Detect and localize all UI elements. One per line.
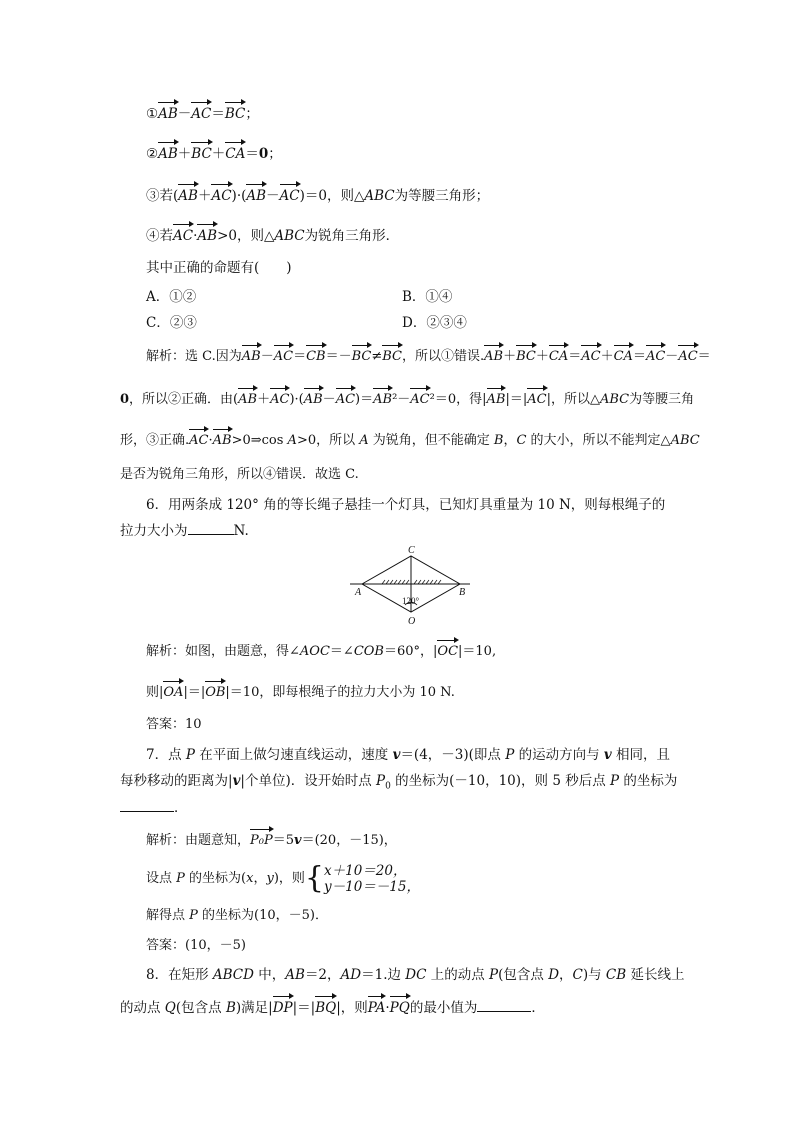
triangle-name: ABC bbox=[670, 433, 700, 448]
subscript: 0 bbox=[385, 781, 391, 792]
variable: P bbox=[489, 967, 499, 983]
left-brace: { bbox=[304, 860, 324, 896]
segment: DC bbox=[405, 967, 427, 983]
zero-vector: 0 bbox=[258, 146, 269, 162]
variable: D bbox=[548, 967, 560, 983]
variable: A bbox=[359, 433, 369, 448]
answer-blank[interactable] bbox=[477, 999, 531, 1012]
variable: B bbox=[493, 433, 504, 448]
text: 上的动点 bbox=[426, 967, 490, 983]
text: ＝∠ bbox=[329, 644, 354, 659]
text: ，所以②正确．由( bbox=[129, 392, 239, 407]
solution-7-line-3 bbox=[146, 906, 328, 926]
rectangle-name: ABCD bbox=[212, 967, 254, 983]
operator: ＋ bbox=[535, 349, 549, 364]
punct: ． bbox=[174, 800, 188, 816]
text: )＝0，则△ bbox=[299, 188, 365, 204]
option-d: D．②③④ bbox=[402, 315, 467, 331]
text: 的最小值为 bbox=[409, 1000, 478, 1016]
vector-bc: BC bbox=[191, 146, 212, 162]
operator: ＝ bbox=[211, 106, 225, 122]
text: ＝(4，－3)(即点 bbox=[400, 747, 506, 763]
variable: v bbox=[603, 747, 612, 763]
vector-ob: OB bbox=[205, 683, 225, 703]
text: 的坐标为(－10，10)，则 5 秒后点 bbox=[390, 773, 611, 789]
proposition-1 bbox=[146, 104, 259, 124]
question-7-line-2 bbox=[120, 771, 677, 797]
vector-ab: AB bbox=[158, 106, 178, 122]
solution-5-line-2 bbox=[120, 390, 694, 410]
operator: ＋ bbox=[197, 188, 212, 204]
variable: v bbox=[294, 833, 302, 848]
operator: － bbox=[665, 349, 679, 364]
variable: v bbox=[392, 747, 401, 763]
vector-ab: AB bbox=[158, 146, 178, 162]
operator: － bbox=[266, 188, 280, 204]
vector: AB bbox=[373, 390, 392, 410]
question-7-line-3 bbox=[120, 798, 188, 818]
text: ²＝0，得| bbox=[429, 392, 487, 407]
vector-oc: OC bbox=[437, 642, 458, 662]
question-7-line-1 bbox=[146, 745, 670, 765]
text: 每秒移动的距离为| bbox=[120, 773, 233, 789]
operator: ＝ bbox=[293, 349, 307, 364]
operator: ＋ bbox=[257, 392, 271, 407]
text: 的动点 bbox=[120, 1000, 165, 1016]
vector: BC bbox=[352, 347, 372, 367]
label-a: A bbox=[355, 587, 362, 598]
vector-bc: BC bbox=[224, 106, 246, 122]
text: 的坐标为(10，－5)． bbox=[197, 908, 328, 923]
text: 则| bbox=[146, 685, 164, 700]
operator: ＋ bbox=[503, 349, 517, 364]
text: >0，则△ bbox=[217, 228, 275, 244]
operator: ＝－ bbox=[325, 349, 352, 364]
vector: AC bbox=[646, 347, 665, 367]
operator: )＝ bbox=[355, 392, 374, 407]
operator: ＝ bbox=[632, 349, 646, 364]
operator: ≠ bbox=[371, 349, 383, 364]
text: ＝2， bbox=[304, 967, 341, 983]
label-c: C bbox=[408, 545, 415, 556]
vector: AC bbox=[189, 431, 208, 451]
text: |＝| bbox=[292, 1000, 316, 1016]
punct: ； bbox=[245, 106, 259, 122]
vector: AC bbox=[410, 390, 429, 410]
label-b: B bbox=[459, 587, 466, 598]
proposition-4 bbox=[146, 226, 399, 246]
variable: B bbox=[225, 1000, 236, 1016]
text: ， bbox=[503, 433, 517, 448]
operator: ＋ bbox=[600, 349, 614, 364]
text: 中， bbox=[253, 967, 286, 983]
text: 延长线上 bbox=[626, 967, 685, 983]
variable: P bbox=[610, 773, 620, 789]
text: |，则 bbox=[336, 1000, 368, 1016]
force-diagram bbox=[348, 542, 478, 626]
text: 形，③正确. bbox=[120, 433, 190, 448]
operator: · bbox=[385, 1000, 390, 1016]
vector-ca: CA bbox=[225, 146, 246, 162]
vector: AC bbox=[270, 390, 289, 410]
punct: ． bbox=[531, 1000, 545, 1016]
equation-1: x＋10＝20， bbox=[324, 862, 407, 879]
vector: CA bbox=[549, 347, 568, 367]
variable: Q bbox=[164, 1000, 176, 1016]
vector-ab: AB bbox=[178, 188, 198, 204]
operator: |＝| bbox=[505, 392, 528, 407]
operator: － bbox=[260, 349, 274, 364]
vector-ab: AB bbox=[197, 228, 218, 244]
vector: AB bbox=[487, 390, 506, 410]
operator: · bbox=[208, 433, 213, 448]
label-angle: 120° bbox=[402, 596, 420, 606]
punct: ； bbox=[268, 146, 282, 162]
angle-name: AOC bbox=[299, 644, 330, 659]
text: N. bbox=[233, 523, 249, 539]
text: 解得点 bbox=[146, 908, 190, 923]
prop-number: ② bbox=[146, 146, 159, 162]
operator: － bbox=[177, 106, 192, 122]
label-o: O bbox=[408, 616, 416, 626]
vector: AC bbox=[274, 347, 293, 367]
text: 的运动方向与 bbox=[514, 747, 604, 763]
text: >0⇒cos bbox=[231, 433, 288, 448]
equation-system bbox=[324, 863, 420, 895]
solution-7-line-2 bbox=[146, 862, 420, 896]
text: 拉力大小为 bbox=[120, 523, 188, 539]
text: 解析：由题意知， bbox=[146, 833, 251, 848]
text: 的坐标为( bbox=[184, 871, 247, 886]
operator: ＝ bbox=[245, 146, 259, 162]
answer-7: 答案：(10，－5) bbox=[146, 938, 246, 953]
angle-name: COB bbox=[353, 644, 384, 659]
vector: AB bbox=[213, 431, 232, 451]
answer-blank[interactable] bbox=[120, 799, 174, 812]
vector-bq: BQ bbox=[315, 1000, 337, 1016]
variable: x bbox=[246, 871, 254, 886]
option-a: A．①② bbox=[146, 289, 197, 305]
text: )满足| bbox=[235, 1000, 273, 1016]
question-5-stem: 其中正确的命题有( ) bbox=[146, 260, 292, 276]
text: |，所以△ bbox=[546, 392, 600, 407]
variable: P bbox=[176, 871, 185, 886]
vector: BC bbox=[382, 347, 402, 367]
vector-ac: AC bbox=[173, 228, 194, 244]
text: 解析：如图，由题意，得∠ bbox=[146, 644, 300, 659]
answer-6: 答案：10 bbox=[146, 717, 202, 732]
equation-2: y－10＝－15， bbox=[324, 878, 420, 895]
zero-vector: 0 bbox=[120, 392, 130, 407]
text: 相同，且 bbox=[611, 747, 671, 763]
text: 为等腰三角形； bbox=[394, 188, 490, 204]
operator: ＝ bbox=[697, 349, 711, 364]
text: 在平面上做匀速直线运动，速度 bbox=[194, 747, 393, 763]
text: ＝60°，| bbox=[383, 644, 438, 659]
text: 为锐角，但不能确定 bbox=[368, 433, 494, 448]
segment: CB bbox=[605, 967, 627, 983]
vector: AC bbox=[527, 390, 546, 410]
vector-oa: OA bbox=[163, 683, 183, 703]
solution-7-line-1 bbox=[146, 831, 397, 851]
answer-blank[interactable] bbox=[188, 522, 234, 535]
variable: A bbox=[287, 433, 297, 448]
segment: AD bbox=[340, 967, 362, 983]
proposition-2 bbox=[146, 144, 282, 164]
vector-dp: DP bbox=[272, 1000, 293, 1016]
text: 为锐角三角形． bbox=[304, 228, 400, 244]
option-c: C．②③ bbox=[146, 315, 197, 331]
vector: CB bbox=[306, 347, 326, 367]
text: 的坐标为 bbox=[619, 773, 678, 789]
text: 设点 bbox=[146, 871, 177, 886]
vector: AC bbox=[336, 390, 355, 410]
text: 8．在矩形 bbox=[146, 967, 213, 983]
triangle-name: ABC bbox=[364, 188, 395, 204]
text: ＝(20，－15)， bbox=[301, 833, 397, 848]
question-6-line-1: 6．用两条成 120° 角的等长绳子悬挂一个灯具，已知灯具重量为 10 N，则每根绳子的 bbox=[146, 497, 666, 513]
operator: · bbox=[193, 228, 198, 244]
vector: AC bbox=[581, 347, 600, 367]
text: )与 bbox=[582, 967, 606, 983]
variable: P bbox=[189, 908, 198, 923]
text: ③若( bbox=[146, 188, 179, 204]
question-8-line-1 bbox=[146, 965, 684, 985]
vector-ab: AB bbox=[246, 188, 267, 204]
vector-p0p: P₀P bbox=[250, 831, 273, 851]
text: 为等腰三角 bbox=[629, 392, 695, 407]
variable: P bbox=[505, 747, 515, 763]
vector: CA bbox=[614, 347, 633, 367]
text: (包含点 bbox=[175, 1000, 226, 1016]
variable: C bbox=[572, 967, 583, 983]
text: |＝10, bbox=[458, 644, 497, 659]
text: ， bbox=[253, 871, 267, 886]
text: ，所以①错误. bbox=[402, 349, 485, 364]
text: ＝1.边 bbox=[361, 967, 406, 983]
variable: P bbox=[376, 773, 386, 789]
text: |＝| bbox=[183, 685, 206, 700]
vector: AB bbox=[484, 347, 503, 367]
text: |个单位)．设开始时点 bbox=[240, 773, 377, 789]
text: |＝10，即每根绳子的拉力大小为 10 N. bbox=[225, 685, 455, 700]
vector: AB bbox=[238, 390, 257, 410]
operator: － bbox=[322, 392, 336, 407]
proposition-3 bbox=[146, 186, 489, 206]
solution-5-line-1 bbox=[146, 347, 711, 367]
operator: ²－ bbox=[392, 392, 411, 407]
triangle-name: ABC bbox=[274, 228, 305, 244]
text: ， bbox=[559, 967, 573, 983]
solution-6-line-2 bbox=[146, 683, 455, 703]
text: ④若 bbox=[146, 228, 173, 244]
option-b: B．①④ bbox=[402, 289, 453, 305]
vector-ac: AC bbox=[211, 188, 232, 204]
prop-number: ① bbox=[146, 106, 159, 122]
operator: )·( bbox=[231, 188, 247, 204]
question-6-line-2 bbox=[120, 521, 249, 541]
text: 解析：选 C.因为 bbox=[146, 349, 242, 364]
text: 的大小，所以不能判定△ bbox=[526, 433, 671, 448]
triangle-name: ABC bbox=[599, 392, 630, 407]
text: )，则 bbox=[273, 871, 305, 886]
vector-ac: AC bbox=[191, 106, 212, 122]
question-8-line-2 bbox=[120, 998, 545, 1018]
vector: AB bbox=[304, 390, 323, 410]
solution-5-line-3 bbox=[120, 431, 700, 451]
variable: P bbox=[185, 747, 195, 763]
variable: v bbox=[232, 773, 241, 789]
solution-5-line-4: 是否为锐角三角形，所以④错误．故选 C. bbox=[120, 467, 359, 482]
text: ＝5 bbox=[272, 833, 295, 848]
operator: ＝ bbox=[568, 349, 582, 364]
variable: y bbox=[266, 871, 274, 886]
vector: AB bbox=[242, 347, 261, 367]
vector: BC bbox=[516, 347, 536, 367]
variable: C bbox=[516, 433, 527, 448]
solution-6-line-1 bbox=[146, 642, 496, 662]
segment: AB bbox=[285, 967, 305, 983]
operator: )·( bbox=[289, 392, 304, 407]
operator: ＋ bbox=[177, 146, 192, 162]
vector-pa: PA bbox=[367, 1000, 386, 1016]
operator: ＋ bbox=[211, 146, 226, 162]
vector-ac: AC bbox=[279, 188, 300, 204]
vector-pq: PQ bbox=[389, 1000, 410, 1016]
vector: AC bbox=[678, 347, 697, 367]
text: 7．点 bbox=[146, 747, 186, 763]
text: >0，所以 bbox=[296, 433, 360, 448]
text: (包含点 bbox=[498, 967, 549, 983]
